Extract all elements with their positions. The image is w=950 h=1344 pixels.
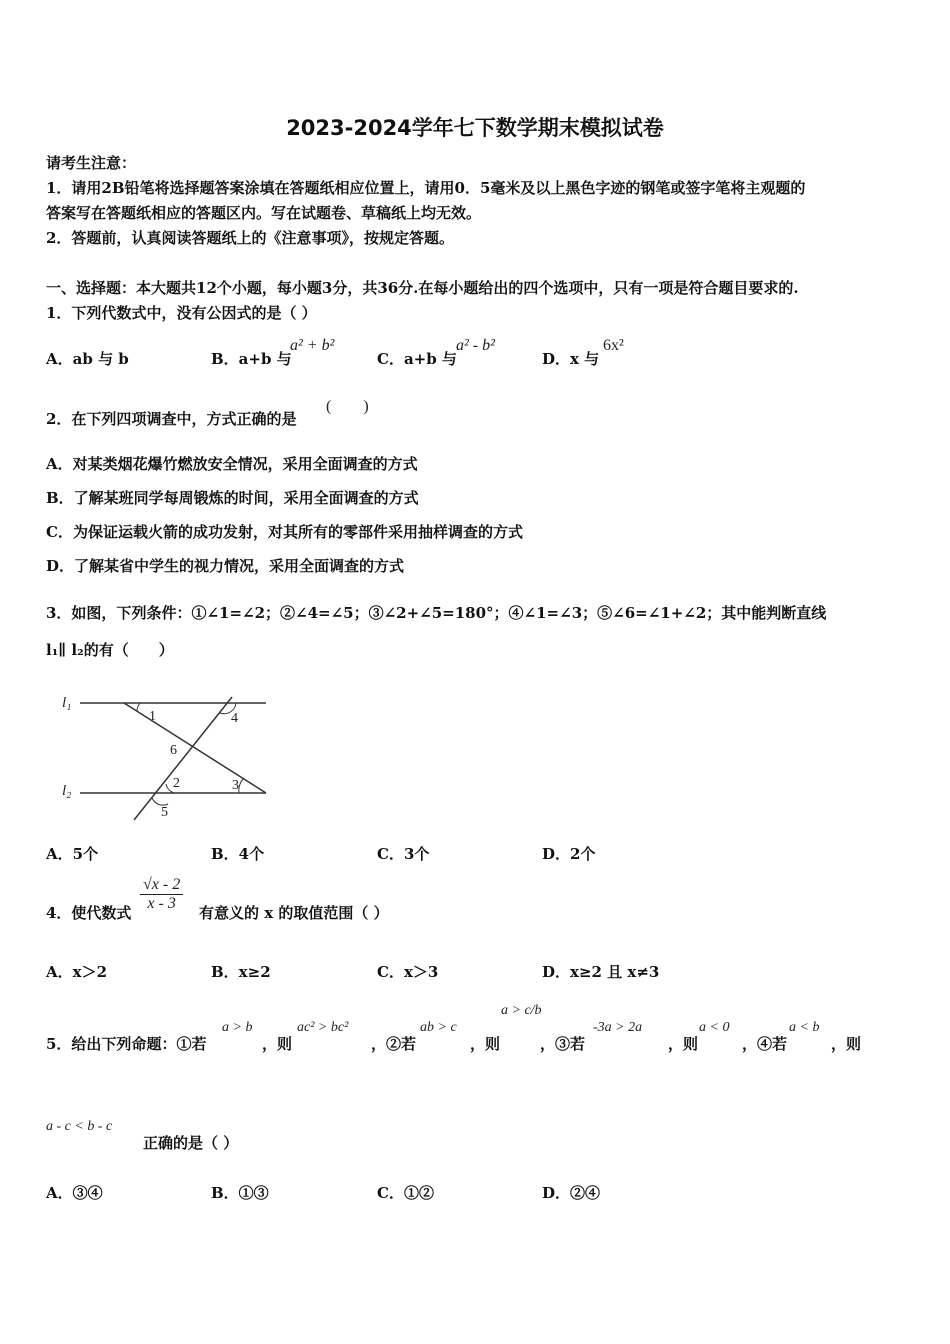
q2-stem: 2．在下列四项调查中，方式正确的是 (46, 410, 297, 428)
arc-angle-1 (137, 703, 140, 711)
q3-stem-line-1: 3．如图，下列条件：①∠1=∠2；②∠4=∠5；③∠2+∠5=180°；④∠1=∠3；⑤∠6=∠1+∠2；其中能判断直线 (46, 604, 827, 622)
section-heading: 一、选择题：本大题共12个小题，每小题3分，共36分.在每小题给出的四个选项中，只有一项是符合题目要求的. (46, 279, 799, 297)
q4-option-d: D．x≥2 且 x≠3 (542, 963, 660, 981)
notice-line-2: 2．答题前，认真阅读答题纸上的《注意事项》，按规定答题。 (46, 229, 454, 247)
q5-math-6: a < 0 (699, 1020, 730, 1035)
q3-stem-line-2: l₁∥ l₂的有（ ） (46, 641, 174, 659)
q1-option-c-math: a² - b² (456, 337, 495, 354)
q5-text-2: ，则 (262, 1035, 293, 1053)
q1-stem: 1．下列代数式中，没有公因式的是（ ） (46, 304, 317, 322)
transversal-a (124, 703, 266, 793)
label-l1: l₁ (62, 695, 72, 711)
q4-stem-pre: 4．使代数式 (46, 904, 132, 922)
page-title: 2023-2024学年七下数学期末模拟试卷 (286, 116, 664, 140)
q5-text-1: 5．给出下列命题：①若 (46, 1035, 207, 1053)
q2-paren: ( ) (326, 398, 369, 415)
q3-figure (44, 680, 284, 830)
q5-text-3: ，②若 (371, 1035, 417, 1053)
q5-text-9: 正确的是（ ） (143, 1134, 239, 1152)
label-angle-4: 4 (231, 711, 238, 726)
q1-option-d: D．x 与 (542, 350, 600, 368)
q2-option-d: D．了解某省中学生的视力情况，采用全面调查的方式 (46, 557, 405, 575)
label-angle-2: 2 (173, 776, 180, 791)
notice-line-1b: 答案写在答题纸相应的答题区内。写在试题卷、草稿纸上均无效。 (46, 204, 482, 222)
label-angle-1: 1 (149, 709, 156, 724)
q3-option-c: C．3个 (377, 845, 430, 863)
q5-text-5: ，③若 (540, 1035, 586, 1053)
q1-option-b: B．a+b 与 (211, 350, 292, 368)
q5-math-3: ab > c (420, 1020, 457, 1035)
q5-option-d: D．②④ (542, 1184, 601, 1202)
q4-option-b: B．x≥2 (211, 963, 271, 981)
q4-option-a: A．x＞2 (46, 963, 108, 981)
q5-option-a: A．③④ (46, 1184, 103, 1202)
q5-option-b: B．①③ (211, 1184, 269, 1202)
q2-option-b: B．了解某班同学每周锻炼的时间，采用全面调查的方式 (46, 489, 419, 507)
q5-math-5: -3a > 2a (593, 1020, 643, 1035)
notice-heading: 请考生注意： (46, 154, 137, 172)
q5-math-1: a > b (222, 1020, 253, 1035)
q4-denominator: x - 3 (147, 895, 176, 912)
q3-option-a: A．5个 (46, 845, 99, 863)
q5-math-8: a - c < b - c (46, 1119, 113, 1134)
arc-angle-3 (239, 779, 243, 793)
q5-math-7: a < b (789, 1020, 820, 1035)
q4-numerator: √x - 2 (140, 876, 183, 895)
q1-option-b-math: a² + b² (290, 337, 335, 354)
q4-stem-post: 有意义的 x 的取值范围（ ） (199, 904, 389, 922)
label-angle-6: 6 (170, 743, 177, 758)
q5-option-c: C．①② (377, 1184, 434, 1202)
q5-text-7: ，④若 (742, 1035, 788, 1053)
q1-option-c: C．a+b 与 (377, 350, 457, 368)
q5-math-2: ac² > bc² (297, 1020, 349, 1035)
label-angle-3: 3 (232, 778, 239, 793)
q2-option-a: A．对某类烟花爆竹燃放安全情况，采用全面调查的方式 (46, 455, 418, 473)
q3-option-b: B．4个 (211, 845, 265, 863)
q5-math-4: a > c/b (501, 1003, 542, 1018)
notice-line-1a: 1．请用2B铅笔将选择题答案涂填在答题纸相应位置上，请用0．5毫米及以上黑色字迹的钢笔或签字笔将主观题的 (46, 179, 806, 197)
q4-fraction (140, 876, 183, 913)
q5-text-6: ，则 (668, 1035, 699, 1053)
label-l2: l₂ (62, 783, 72, 799)
q2-option-c: C．为保证运载火箭的成功发射，对其所有的零部件采用抽样调查的方式 (46, 523, 523, 541)
q5-text-4: ，则 (470, 1035, 501, 1053)
q4-option-c: C．x＞3 (377, 963, 439, 981)
q3-option-d: D．2个 (542, 845, 596, 863)
q5-text-8: ，则 (831, 1035, 862, 1053)
label-angle-5: 5 (161, 805, 168, 820)
q1-option-a: A．ab 与 b (46, 350, 129, 368)
q1-option-d-math: 6x² (603, 337, 624, 354)
